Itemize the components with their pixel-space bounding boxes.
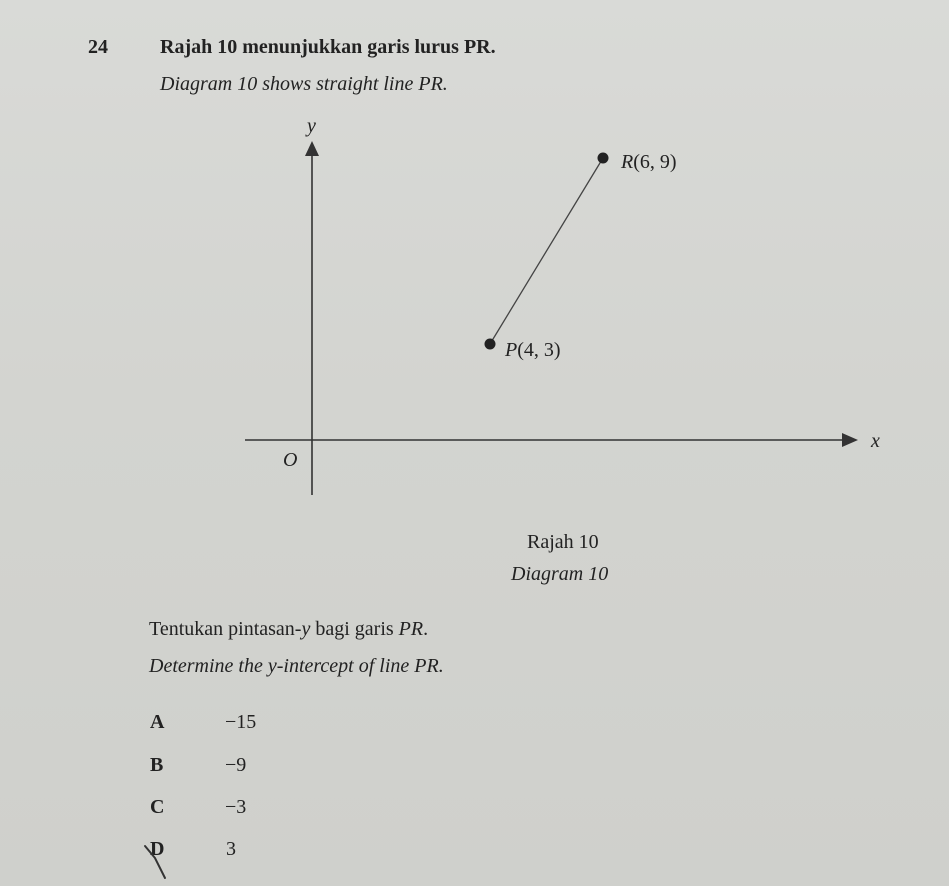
option-d-value[interactable]: 3 xyxy=(226,838,236,860)
diagram-caption-malay: Rajah 10 xyxy=(527,531,599,553)
prompt-english: Determine the y-intercept of line PR. xyxy=(149,655,444,677)
option-d-letter[interactable]: D xyxy=(150,838,165,860)
option-c-value[interactable]: −3 xyxy=(225,796,247,818)
origin-label: O xyxy=(283,449,298,471)
question-text-english: Diagram 10 shows straight line PR. xyxy=(160,73,448,95)
x-axis-label: x xyxy=(871,430,880,452)
option-b-letter[interactable]: B xyxy=(150,754,164,776)
point-p-label: P(4, 3) xyxy=(505,339,561,361)
point-r-label: R(6, 9) xyxy=(621,151,677,173)
option-a-letter[interactable]: A xyxy=(150,711,165,733)
point-p-dot xyxy=(485,339,496,350)
line-pr xyxy=(490,158,603,344)
diagram-caption-english: Diagram 10 xyxy=(511,563,609,585)
y-axis-arrowhead xyxy=(305,141,319,156)
question-number: 24 xyxy=(88,36,108,58)
option-a-value[interactable]: −15 xyxy=(225,711,257,733)
question-text-malay: Rajah 10 menunjukkan garis lurus PR. xyxy=(160,36,496,58)
answer-tick-mark xyxy=(143,842,183,882)
point-r-dot xyxy=(598,153,609,164)
x-axis-arrowhead xyxy=(842,433,858,447)
y-axis-label: y xyxy=(307,115,316,137)
option-c-letter[interactable]: C xyxy=(150,796,165,818)
prompt-malay: Tentukan pintasan-y bagi garis PR. xyxy=(149,618,429,640)
option-b-value[interactable]: −9 xyxy=(225,754,247,776)
